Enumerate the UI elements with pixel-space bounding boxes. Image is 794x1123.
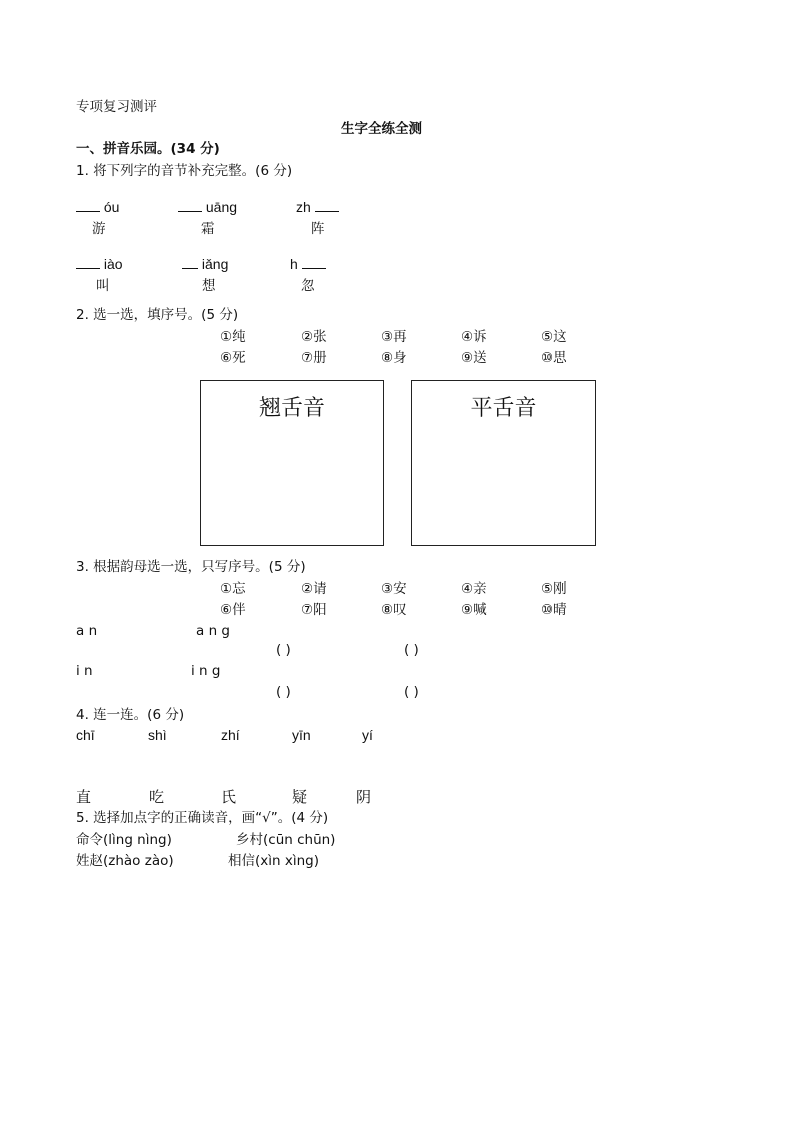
q3-option: ⑩晴 bbox=[541, 602, 567, 618]
q3-option: ③安 bbox=[381, 581, 407, 597]
box-title-retroflex: 翘舌音 bbox=[258, 396, 325, 421]
q1-item-4-char: 叫 bbox=[96, 278, 110, 294]
q5-item[interactable]: 相信(xìn xìng) bbox=[228, 853, 319, 869]
q2-option: ②张 bbox=[301, 329, 327, 345]
answer-paren-ang[interactable]: ( ) bbox=[404, 642, 419, 658]
q3-option: ⑨喊 bbox=[461, 602, 487, 618]
q3-option: ⑥伴 bbox=[220, 602, 246, 618]
match-char[interactable]: 氏 bbox=[221, 788, 237, 806]
q2-option: ⑦册 bbox=[301, 350, 327, 366]
q1-item-5-char: 想 bbox=[202, 278, 216, 294]
q3-option: ①忘 bbox=[220, 581, 246, 597]
q2-option: ③再 bbox=[381, 329, 407, 345]
q1-item-2-char: 霜 bbox=[201, 221, 215, 237]
q1-item-3-syllable: zh bbox=[296, 199, 339, 215]
q2-option: ①纯 bbox=[220, 329, 246, 345]
answer-blank[interactable] bbox=[76, 256, 100, 269]
q2-option: ⑧身 bbox=[381, 350, 407, 366]
q2-option: ④诉 bbox=[461, 329, 487, 345]
retroflex-answer-box[interactable] bbox=[200, 380, 384, 546]
q2-option: ⑨送 bbox=[461, 350, 487, 366]
box-title-flat-tongue: 平舌音 bbox=[470, 396, 537, 421]
q1-item-1-syllable: óu bbox=[76, 199, 119, 215]
rime-ing: i n g bbox=[191, 663, 221, 679]
q2-option: ⑩思 bbox=[541, 350, 567, 366]
q1-item-6-char: 忽 bbox=[301, 278, 315, 294]
match-pinyin[interactable]: yīn bbox=[292, 727, 311, 743]
q3-label: 3. 根据韵母选一选，只写序号。(5 分) bbox=[76, 559, 306, 575]
q1-item-3-char: 阵 bbox=[311, 221, 325, 237]
q3-option: ⑤刚 bbox=[541, 581, 567, 597]
answer-blank[interactable] bbox=[302, 256, 326, 269]
answer-blank[interactable] bbox=[76, 199, 100, 212]
q1-item-4-syllable: iào bbox=[76, 256, 123, 272]
q1-item-1-char: 游 bbox=[92, 221, 106, 237]
part1-heading: 一、拼音乐园。(34 分) bbox=[76, 141, 220, 157]
q1-item-5-syllable: iǎng bbox=[182, 256, 228, 272]
match-char[interactable]: 疑 bbox=[292, 788, 308, 806]
q5-item[interactable]: 姓赵(zhào zào) bbox=[76, 853, 174, 869]
rime-in: i n bbox=[76, 663, 93, 679]
match-pinyin[interactable]: shì bbox=[148, 727, 167, 743]
q1-item-6-syllable: h bbox=[290, 256, 326, 272]
q4-label: 4. 连一连。(6 分) bbox=[76, 707, 185, 723]
answer-blank[interactable] bbox=[315, 199, 339, 212]
q1-item-2-syllable: uāng bbox=[178, 199, 237, 215]
match-pinyin[interactable]: zhí bbox=[221, 727, 240, 743]
match-char[interactable]: 吃 bbox=[149, 788, 165, 806]
q3-option: ⑧叹 bbox=[381, 602, 407, 618]
match-pinyin[interactable]: chī bbox=[76, 727, 95, 743]
q2-option: ⑤这 bbox=[541, 329, 567, 345]
answer-blank[interactable] bbox=[182, 256, 198, 269]
match-char[interactable]: 阴 bbox=[356, 788, 372, 806]
match-char[interactable]: 直 bbox=[76, 788, 92, 806]
q1-label: 1. 将下列字的音节补充完整。(6 分) bbox=[76, 163, 293, 179]
page-title: 生字全练全测 bbox=[341, 121, 422, 137]
rime-an: a n bbox=[76, 623, 98, 639]
answer-blank[interactable] bbox=[178, 199, 202, 212]
match-pinyin[interactable]: yí bbox=[362, 727, 373, 743]
flat-tongue-answer-box[interactable] bbox=[411, 380, 596, 546]
q3-option: ②请 bbox=[301, 581, 327, 597]
q3-option: ⑦阳 bbox=[301, 602, 327, 618]
section-label: 专项复习测评 bbox=[76, 99, 157, 115]
q5-label: 5. 选择加点字的正确读音，画“√”。(4 分) bbox=[76, 810, 329, 826]
q5-item[interactable]: 命令(lìng nìng) bbox=[76, 832, 172, 848]
q2-option: ⑥死 bbox=[220, 350, 246, 366]
answer-paren-in[interactable]: ( ) bbox=[276, 684, 291, 700]
q5-item[interactable]: 乡村(cūn chūn) bbox=[236, 832, 336, 848]
answer-paren-ing[interactable]: ( ) bbox=[404, 684, 419, 700]
answer-paren-an[interactable]: ( ) bbox=[276, 642, 291, 658]
rime-ang: a n g bbox=[196, 623, 230, 639]
q2-label: 2. 选一选，填序号。(5 分) bbox=[76, 307, 239, 323]
q3-option: ④亲 bbox=[461, 581, 487, 597]
